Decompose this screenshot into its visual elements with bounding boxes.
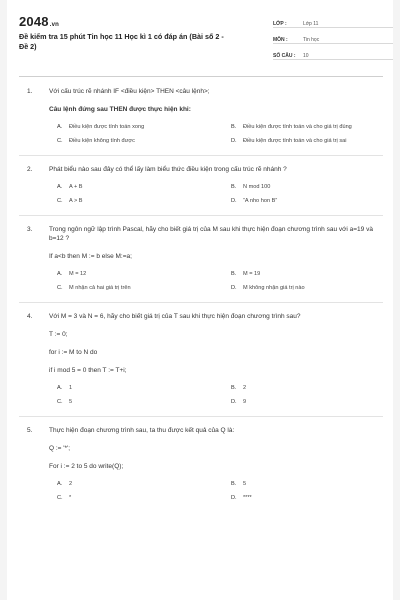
question-item <box>19 87 383 145</box>
answer-options <box>19 480 383 502</box>
option-key: A. <box>57 385 63 391</box>
question-number: 3. <box>27 226 33 233</box>
exam-page <box>7 0 393 600</box>
question-text: Với cấu trúc rẽ nhánh IF <điều kiện> THEN <câu lệnh>; <box>49 88 210 95</box>
option-text: Điều kiện không tính được <box>69 138 135 144</box>
question-stem <box>19 426 383 435</box>
option-text: M = 12 <box>69 271 87 277</box>
meta-label: LỚP : <box>273 21 287 27</box>
option-key: A. <box>57 184 63 190</box>
answer-options <box>19 270 383 292</box>
answer-option-b[interactable] <box>231 183 383 191</box>
option-text: * <box>69 495 72 501</box>
option-text: A + B <box>69 184 83 190</box>
page-title: Đề kiểm tra 15 phút Tin học 11 Học kì 1 có đáp án (Bài số 2 - Đề 2) <box>19 32 224 51</box>
answer-option-d[interactable] <box>231 137 383 145</box>
question-stem <box>19 225 383 243</box>
question-line: for i := M to N do <box>49 349 98 356</box>
site-logo[interactable] <box>19 14 59 29</box>
question-item <box>19 426 383 502</box>
answer-option-b[interactable] <box>231 270 383 278</box>
answer-option-a[interactable] <box>57 480 231 488</box>
answer-option-b[interactable] <box>231 123 383 131</box>
answer-option-d[interactable] <box>231 197 383 205</box>
option-text: 5 <box>69 399 73 405</box>
question-line: For i := 2 to 5 do write(Q); <box>49 463 124 470</box>
meta-value: Lớp 11 <box>303 21 319 27</box>
option-key: D. <box>231 198 237 204</box>
meta-row <box>273 46 393 60</box>
option-text: Điều kiện được tính toán xong <box>69 124 145 130</box>
option-key: D. <box>231 285 237 291</box>
answer-option-c[interactable] <box>57 398 231 406</box>
answer-option-c[interactable] <box>57 284 231 292</box>
option-text: 2 <box>243 385 247 391</box>
option-key: A. <box>57 481 63 487</box>
question-line: T := 0; <box>49 331 68 338</box>
answer-option-c[interactable] <box>57 494 231 502</box>
question-code <box>19 330 383 375</box>
question-number: 4. <box>27 313 33 320</box>
option-key: A. <box>57 124 63 130</box>
option-key: B. <box>231 184 237 190</box>
option-key: B. <box>231 271 237 277</box>
question-code <box>19 252 383 261</box>
question-divider <box>19 416 383 417</box>
question-line: if i mod 5 = 0 then T := T+i; <box>49 367 127 374</box>
logo-sub: .vn <box>49 22 60 28</box>
meta-row <box>273 30 393 44</box>
question-line: If a<b then M := b else M:=a; <box>49 253 132 260</box>
option-key: B. <box>231 481 237 487</box>
option-text: A > B <box>69 198 83 204</box>
answer-options <box>19 183 383 205</box>
option-text: “A nho hon B” <box>243 198 278 204</box>
option-text: M không nhận giá trị nào <box>243 285 305 291</box>
option-text: 5 <box>243 481 247 487</box>
question-divider <box>19 215 383 216</box>
answer-option-c[interactable] <box>57 197 231 205</box>
option-key: B. <box>231 385 237 391</box>
option-text: M = 19 <box>243 271 261 277</box>
question-stem <box>19 312 383 321</box>
question-number: 1. <box>27 88 33 95</box>
option-key: D. <box>231 138 237 144</box>
question-item <box>19 225 383 292</box>
answer-options <box>19 123 383 145</box>
question-number: 5. <box>27 427 33 434</box>
question-text: Trong ngôn ngữ lập trình Pascal, hãy cho biết giá trị của M sau khi thực hiện đoạn chương trình sau với a=19 và b=12 ? <box>49 226 373 242</box>
option-key: D. <box>231 495 237 501</box>
meta-value: Tin học <box>303 37 320 43</box>
option-text: **** <box>243 495 252 501</box>
answer-option-d[interactable] <box>231 494 383 502</box>
question-line: Q := '*'; <box>49 445 71 452</box>
answer-option-a[interactable] <box>57 183 231 191</box>
meta-label: MÔN : <box>273 37 288 43</box>
question-code <box>19 105 383 114</box>
question-divider <box>19 155 383 156</box>
exam-meta <box>273 14 393 62</box>
answer-option-c[interactable] <box>57 137 231 145</box>
option-key: C. <box>57 138 63 144</box>
answer-option-b[interactable] <box>231 480 383 488</box>
meta-value: 10 <box>303 53 309 59</box>
answer-option-a[interactable] <box>57 270 231 278</box>
option-key: C. <box>57 399 63 405</box>
option-text: 2 <box>69 481 73 487</box>
meta-row <box>273 14 393 28</box>
question-text: Thực hiện đoạn chương trình sau, ta thu được kết quả của Q là: <box>49 427 235 434</box>
question-stem <box>19 87 383 96</box>
question-line: Câu lệnh đứng sau THEN được thực hiện khi: <box>49 106 191 113</box>
meta-label: SỐ CÂU : <box>273 53 296 59</box>
option-text: 1 <box>69 385 73 391</box>
option-text: Điều kiện được tính toán và cho giá trị đúng <box>243 124 352 130</box>
question-stem <box>19 165 383 174</box>
answer-option-b[interactable] <box>231 384 383 392</box>
option-text: Điều kiện được tính toán và cho giá trị sai <box>243 138 347 144</box>
option-text: N mod 100 <box>243 184 271 190</box>
answer-option-d[interactable] <box>231 398 383 406</box>
question-text: Với M = 3 và N = 6, hãy cho biết giá trị của T sau khi thực hiện đoạn chương trình sau? <box>49 313 301 320</box>
question-number: 2. <box>27 166 33 173</box>
option-key: D. <box>231 399 237 405</box>
answer-options <box>19 384 383 406</box>
answer-option-d[interactable] <box>231 284 383 292</box>
question-item <box>19 165 383 205</box>
option-key: C. <box>57 198 63 204</box>
option-key: B. <box>231 124 237 130</box>
question-item <box>19 312 383 406</box>
question-list <box>19 77 383 502</box>
question-divider <box>19 302 383 303</box>
option-key: C. <box>57 495 63 501</box>
logo-main: 2048 <box>19 14 49 29</box>
answer-option-a[interactable] <box>57 123 231 131</box>
question-code <box>19 444 383 471</box>
option-key: C. <box>57 285 63 291</box>
option-text: 9 <box>243 399 247 405</box>
option-text: M nhận cả hai giá trị trên <box>69 285 131 291</box>
question-text: Phát biểu nào sau đây có thể lấy làm biểu thức điều kiện trong cấu trúc rẽ nhánh ? <box>49 166 287 173</box>
answer-option-a[interactable] <box>57 384 231 392</box>
option-key: A. <box>57 271 63 277</box>
page-header <box>19 8 383 64</box>
